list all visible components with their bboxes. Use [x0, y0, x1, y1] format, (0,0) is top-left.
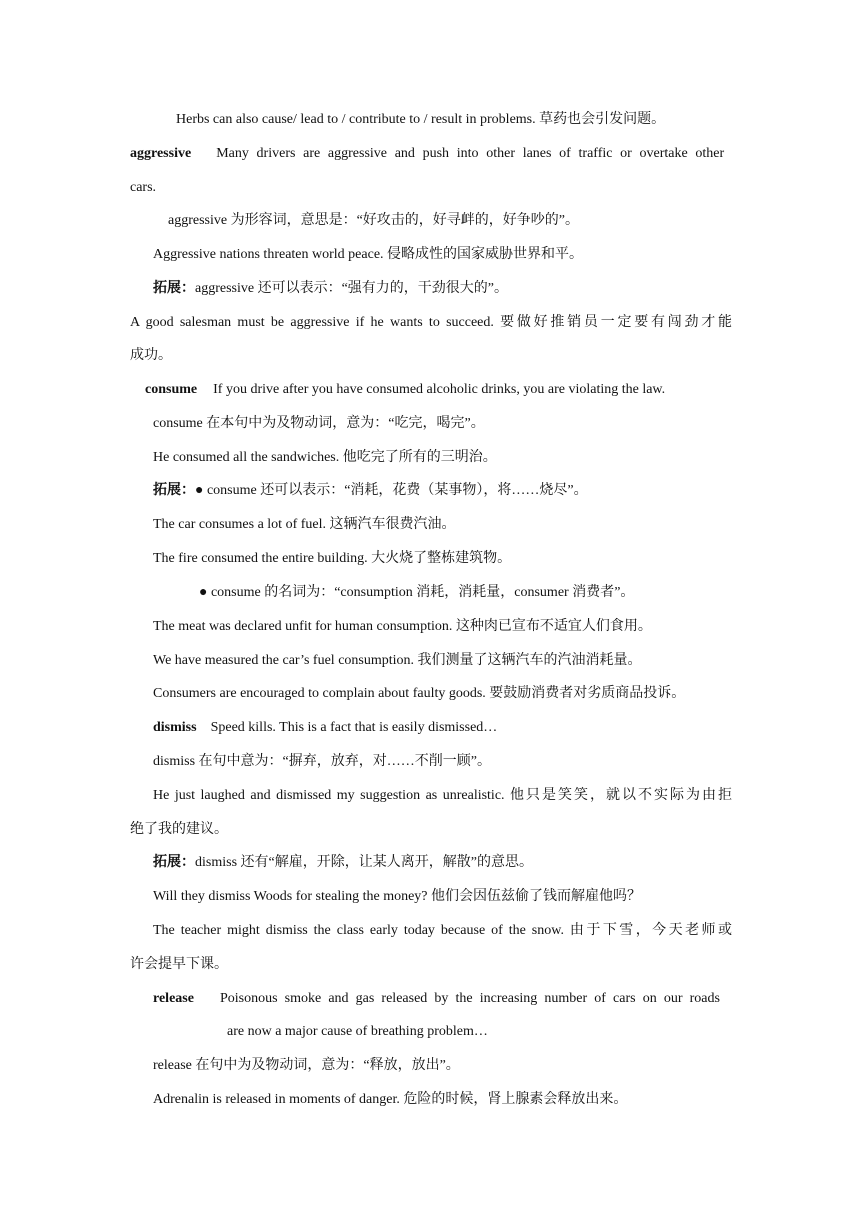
text-line: ● consume 的名词为：“consumption 消耗，消耗量，consumer 消费者”。	[199, 585, 635, 600]
text-line: We have measured the car’s fuel consumption. 我们测量了这辆汽车的汽油消耗量。	[153, 653, 642, 668]
extension-label: 拓展：	[153, 855, 195, 870]
text-line: consume 在本句中为及物动词，意为：“吃完，喝完”。	[153, 416, 485, 431]
vocab-entry-aggressive	[130, 145, 732, 163]
extension-label: 拓展：	[153, 483, 195, 498]
text-line: He consumed all the sandwiches. 他吃完了所有的三明治。	[153, 450, 497, 465]
extension-text: dismiss 还有“解雇，开除，让某人离开，解散”的意思。	[195, 855, 533, 870]
extension-label: 拓展：	[153, 281, 195, 296]
text-line: The meat was declared unfit for human consumption. 这种肉已宣布不适宜人们食用。	[153, 619, 652, 634]
text-line: The car consumes a lot of fuel. 这辆汽车很费汽油。	[153, 517, 456, 532]
vocab-word: aggressive	[130, 146, 192, 161]
text-line: Will they dismiss Woods for stealing the money? 他们会因伍兹偷了钱而解雇他吗？	[153, 889, 642, 904]
text-line: A good salesman must be aggressive if he wants to succeed. 要做好推销员一定要有闯劲才能	[130, 315, 732, 330]
text-line: 许会提早下课。	[130, 957, 228, 972]
text-line: The teacher might dismiss the class early today because of the snow. 由于下雪，今天老师或	[153, 923, 732, 938]
text-line: aggressive 为形容词，意思是：“好攻击的，好寻衅的，好争吵的”。	[168, 213, 580, 228]
extension-line	[153, 482, 588, 500]
text-line: 成功。	[130, 348, 172, 363]
example-sentence: Many drivers are aggressive and push into other lanes of traffic or overtake other	[216, 146, 725, 161]
text-line: 绝了我的建议。	[130, 822, 228, 837]
text-line: Herbs can also cause/ lead to / contribute to / result in problems. 草药也会引发问题。	[176, 112, 666, 127]
extension-text: aggressive 还可以表示：“强有力的，干劲很大的”。	[195, 281, 509, 296]
text-line: are now a major cause of breathing problem…	[227, 1024, 488, 1039]
text-line: Consumers are encouraged to complain about faulty goods. 要鼓励消费者对劣质商品投诉。	[153, 686, 686, 701]
text-line: release 在句中为及物动词，意为：“释放，放出”。	[153, 1058, 460, 1073]
extension-text: ● consume 还可以表示：“消耗，花费（某事物），将……烧尽”。	[195, 483, 588, 498]
text-line: Adrenalin is released in moments of danger. 危险的时候，肾上腺素会释放出来。	[153, 1092, 628, 1107]
vocab-entry-consume	[145, 381, 665, 399]
vocab-word: consume	[145, 382, 198, 397]
text-line: He just laughed and dismissed my suggestion as unrealistic. 他只是笑笑，就以不实际为由拒	[153, 788, 732, 803]
vocab-word: release	[153, 991, 194, 1006]
example-sentence: Speed kills. This is a fact that is easily dismissed…	[210, 720, 498, 735]
example-sentence: Poisonous smoke and gas released by the increasing number of cars on our roads	[219, 991, 720, 1006]
example-sentence: If you drive after you have consumed alcoholic drinks, you are violating the law.	[213, 382, 666, 397]
extension-line	[153, 280, 508, 298]
vocab-entry-release	[153, 990, 732, 1008]
text-line: Aggressive nations threaten world peace. 侵略成性的国家威胁世界和平。	[153, 247, 584, 262]
text-line: dismiss 在句中意为：“摒弃，放弃，对……不削一顾”。	[153, 754, 491, 769]
extension-line	[153, 854, 533, 872]
vocab-entry-dismiss	[153, 719, 497, 737]
text-line: cars.	[130, 180, 157, 195]
text-line: The fire consumed the entire building. 大火烧了整栋建筑物。	[153, 551, 512, 566]
vocab-word: dismiss	[153, 720, 197, 735]
